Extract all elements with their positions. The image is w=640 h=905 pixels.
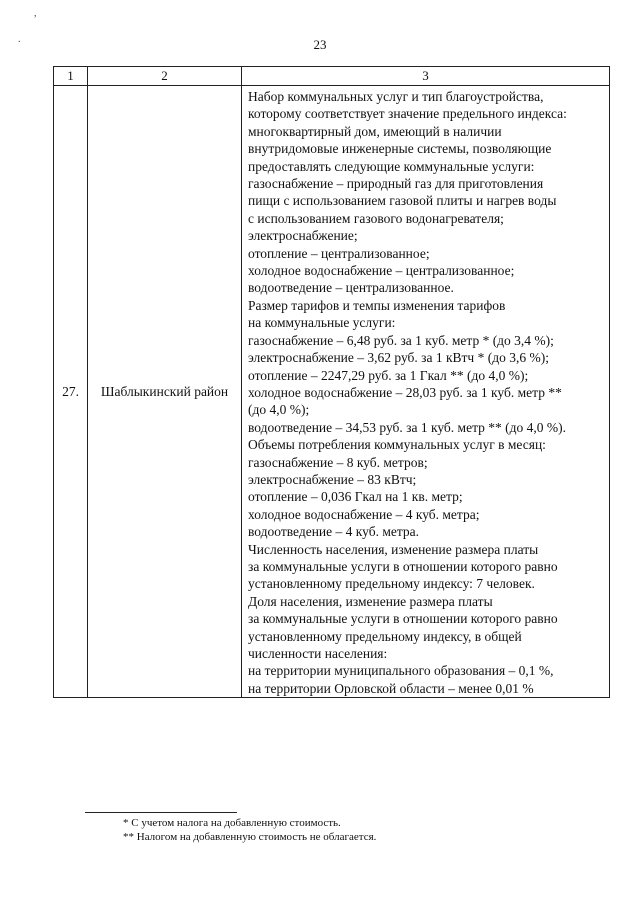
description-line: газоснабжение – природный газ для приготовления xyxy=(248,176,544,192)
description-line: холодное водоснабжение – 28,03 руб. за 1 куб. метр ** xyxy=(248,384,562,400)
description-line: Объемы потребления коммунальных услуг в месяц: xyxy=(248,437,546,453)
header-cell-1: 1 xyxy=(54,67,88,86)
footnotes xyxy=(85,812,485,844)
description-line: электроснабжение; xyxy=(248,228,358,244)
footnote-separator xyxy=(85,812,237,813)
description-line: с использованием газового водонагревателя; xyxy=(248,210,504,226)
description-line: Размер тарифов и темпы изменения тарифов xyxy=(248,297,506,313)
district-name: Шаблыкинский район xyxy=(88,86,242,698)
header-cell-3: 3 xyxy=(242,67,610,86)
description-line: численности населения: xyxy=(248,646,388,661)
row-number: 27. xyxy=(54,86,88,698)
description-line: холодное водоснабжение – 4 куб. метра; xyxy=(248,506,480,522)
description-line: водоотведение – централизованное. xyxy=(248,280,454,296)
description-line: электроснабжение – 83 кВтч; xyxy=(248,471,417,487)
description-line: за коммунальные услуги в отношении которого равно xyxy=(248,611,558,627)
description-line: газоснабжение – 6,48 руб. за 1 куб. метр * (до 3,4 %); xyxy=(248,332,554,348)
page-number: 23 xyxy=(313,37,327,52)
description-line: водоотведение – 34,53 руб. за 1 куб. метр ** (до 4,0 %). xyxy=(248,419,566,435)
description-line: холодное водоснабжение – централизованное; xyxy=(248,263,515,279)
description-line: которому соответствует значение предельного индекса: xyxy=(248,106,567,122)
footnote-vat-included: * С учетом налога на добавленную стоимость. xyxy=(123,817,341,829)
description-line: внутридомовые инженерные системы, позволяющие xyxy=(248,141,552,157)
description-line: отопление – 0,036 Гкал на 1 кв. метр; xyxy=(248,489,463,505)
description-line: Доля населения, изменение размера платы xyxy=(248,593,493,609)
description-line: за коммунальные услуги в отношении которого равно xyxy=(248,558,558,574)
header-cell-2: 2 xyxy=(88,67,242,86)
row-description xyxy=(242,86,610,698)
description-line: отопление – централизованное; xyxy=(248,245,430,261)
description-line: газоснабжение – 8 куб. метров; xyxy=(248,454,428,470)
description-line: электроснабжение – 3,62 руб. за 1 кВтч * (до 3,6 %); xyxy=(248,350,549,366)
description-line: многоквартирный дом, имеющий в наличии xyxy=(248,123,502,139)
scan-speck: , xyxy=(34,8,37,19)
footnote-vat-exempt: ** Налогом на добавленную стоимость не облагается. xyxy=(123,831,377,843)
description-line: на коммунальные услуги: xyxy=(248,315,396,331)
table-row xyxy=(54,86,610,698)
description-line: на территории муниципального образования – 0,1 %, xyxy=(248,663,554,679)
description-line: Численность населения, изменение размера платы xyxy=(248,541,539,557)
tariff-table xyxy=(53,66,610,698)
description-line: водоотведение – 4 куб. метра. xyxy=(248,524,420,540)
scan-speck: . xyxy=(18,34,21,45)
description-line: отопление – 2247,29 руб. за 1 Гкал ** (до 4,0 %); xyxy=(248,367,529,383)
table-header-row xyxy=(54,67,610,86)
description-line: установленному предельному индексу: 7 человек. xyxy=(248,576,535,592)
description-line: (до 4,0 %); xyxy=(248,402,310,418)
description-line: установленному предельному индексу, в общей xyxy=(248,628,522,644)
description-line: предоставлять следующие коммунальные услуги: xyxy=(248,158,535,174)
description-line: на территории Орловской области – менее 0,01 % xyxy=(248,680,534,696)
description-line: пищи с использованием газовой плиты и нагрев воды xyxy=(248,193,557,209)
description-line: Набор коммунальных услуг и тип благоустройства, xyxy=(248,89,544,104)
